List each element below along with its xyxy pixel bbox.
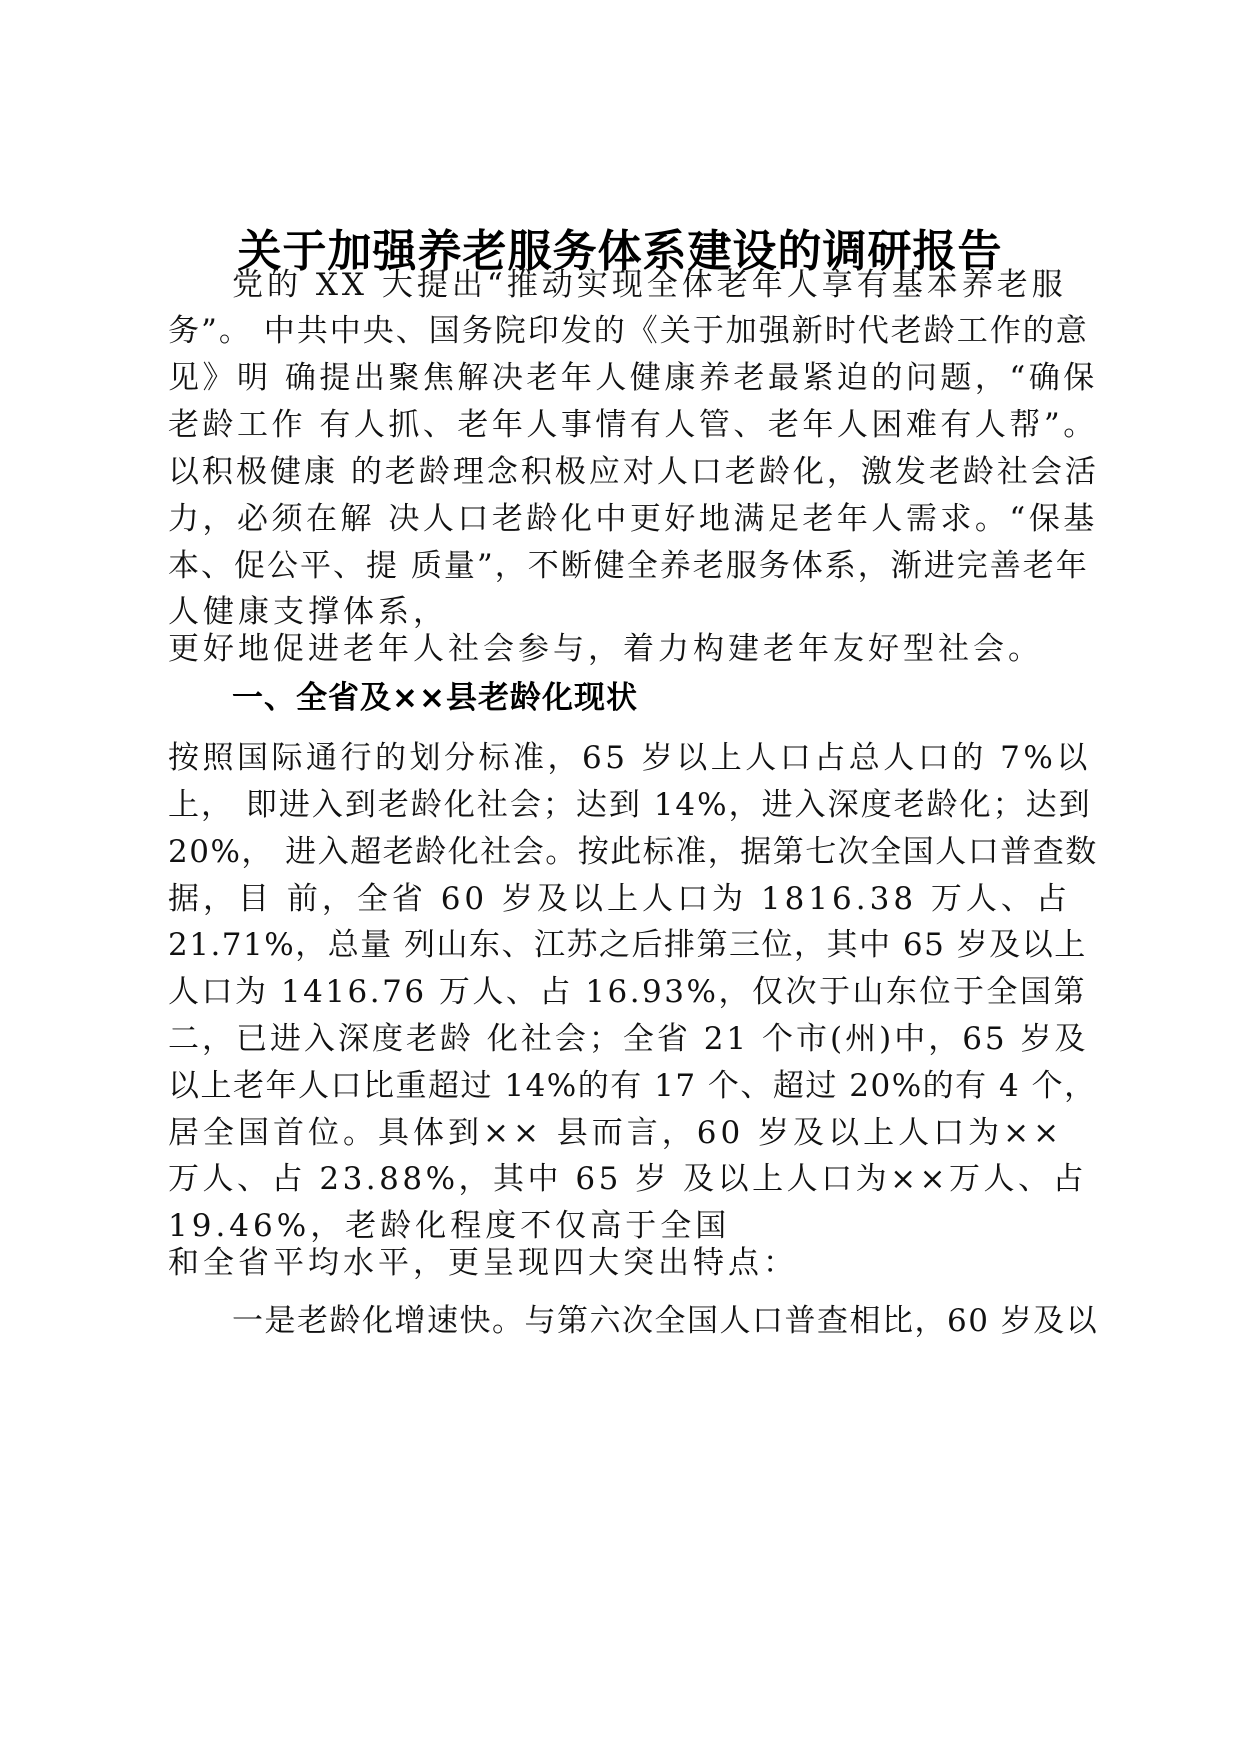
document-title: 关于加强养老服务体系建设的调研报告 — [237, 226, 1003, 277]
section-line-6: 人口为 1416.76 万人、占 16.93%，仅次于山东位于全国第 — [168, 974, 1087, 1010]
intro-line-1: 党的 XX 大提出“推动实现全体老年人享有基本养老服 — [232, 267, 1067, 303]
intro-line-6: 力，必须在解 决人口老龄化中更好地满足老年人需求。“保基 — [168, 501, 1098, 537]
intro-line-3: 见》明 确提出聚焦解决老年人健康养老最紧迫的问题，“确保 — [168, 360, 1098, 396]
section-line-5: 21.71%，总量 列山东、江苏之后排第三位，其中 65 岁及以上 — [168, 927, 1087, 963]
intro-line-2: 务”。 中共中央、国务院印发的《关于加强新时代老龄工作的意 — [168, 313, 1089, 349]
section-line-11: 19.46%，老龄化程度不仅高于全国 — [168, 1208, 731, 1244]
section-line-10: 万人、占 23.88%，其中 65 岁 及以上人口为××万人、占 — [168, 1161, 1088, 1197]
intro-line-8: 人健康支撑体系， — [168, 594, 448, 630]
section-line-8: 以上老年人口比重超过 14%的有 17 个、超过 20%的有 4 个， — [168, 1068, 1097, 1104]
section-line-4: 据，目 前，全省 60 岁及以上人口为 1816.38 万人、占 — [168, 881, 1071, 917]
section-heading: 一、全省及××县老龄化现状 — [232, 680, 638, 716]
section-line-12: 和全省平均水平，更呈现四大突出特点： — [168, 1245, 798, 1281]
intro-line-4: 老龄工作 有人抓、老年人事情有人管、老年人困难有人帮”。 — [168, 407, 1098, 443]
section-line-2: 上， 即进入到老龄化社会；达到 14%，进入深度老龄化；达到 — [168, 787, 1092, 823]
intro-line-9: 更好地促进老年人社会参与，着力构建老年友好型社会。 — [168, 631, 1043, 667]
section-line-9: 居全国首位。具体到×× 县而言，60 岁及以上人口为×× — [168, 1115, 1064, 1151]
section-line-7: 二，已进入深度老龄 化社会；全省 21 个市(州)中，65 岁及 — [168, 1021, 1089, 1057]
intro-line-5: 以积极健康 的老龄理念积极应对人口老龄化，激发老龄社会活 — [168, 454, 1099, 490]
intro-line-7: 本、促公平、提 质量”，不断健全养老服务体系，渐进完善老年 — [168, 548, 1089, 584]
section-line-3: 20%， 进入超老龄化社会。按此标准，据第七次全国人口普查数 — [168, 834, 1098, 870]
point-1-line: 一是老龄化增速快。与第六次全国人口普查相比，60 岁及以 — [232, 1303, 1099, 1339]
section-line-1: 按照国际通行的划分标准，65 岁以上人口占总人口的 7%以 — [168, 740, 1091, 776]
